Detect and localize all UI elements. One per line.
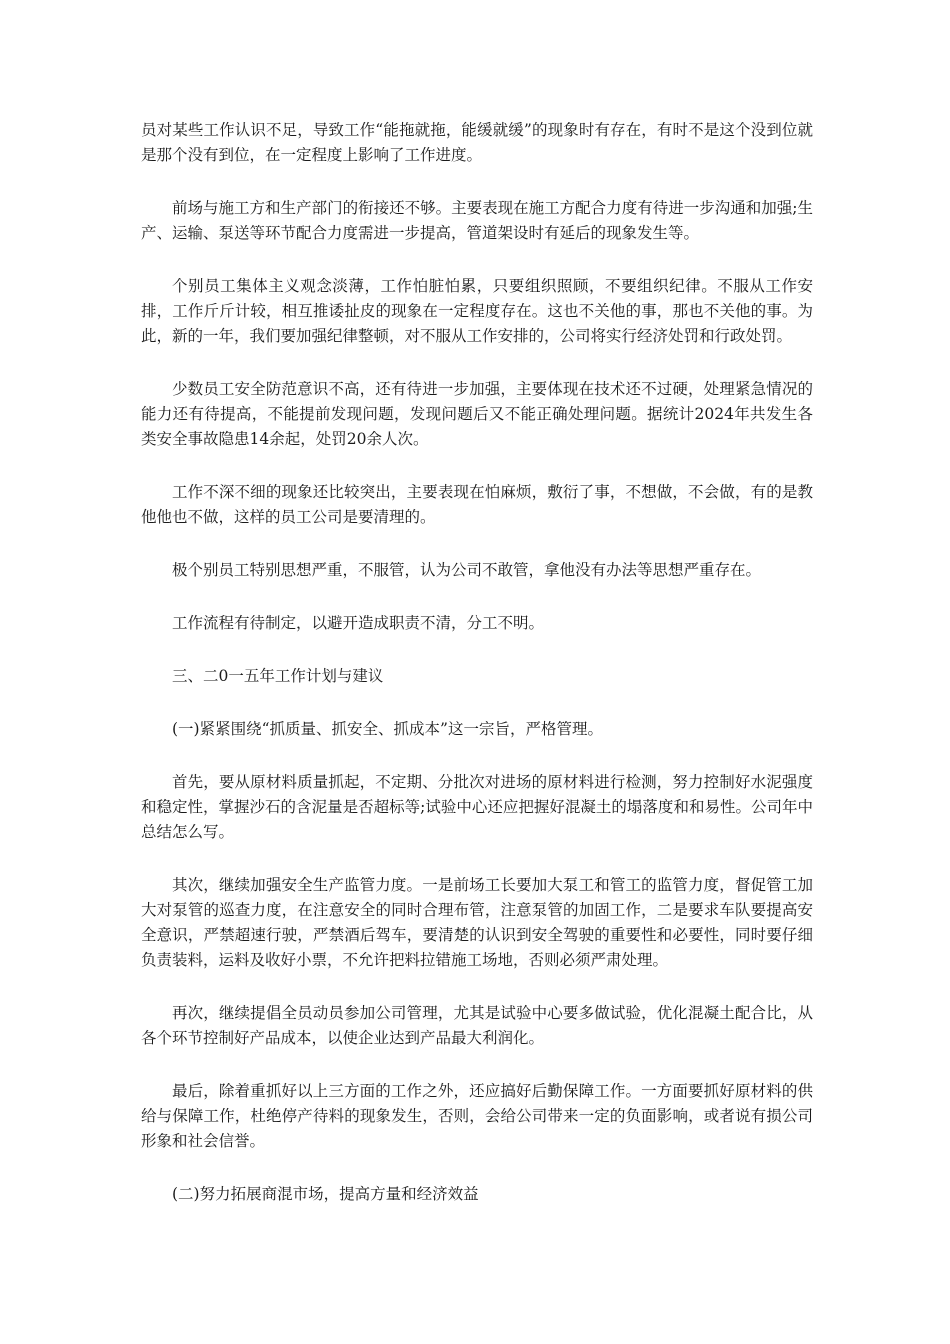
document-page [141,118,813,1235]
paragraph: 最后，除着重抓好以上三方面的工作之外，还应搞好后勤保障工作。一方面要抓好原材料的供给与保障工作，杜绝停产待料的现象发生，否则，会给公司带来一定的负面影响，或者说有损公司形象和社会信誉。 [141,1082,813,1150]
section-heading: 三、二0一五年工作计划与建议 [172,667,384,685]
subsection-heading: (二)努力拓展商混市场，提高方量和经济效益 [172,1185,479,1203]
subsection-heading: (一)紧紧围绕“抓质量、抓安全、抓成本”这一宗旨，严格管理。 [172,720,603,738]
paragraph: 个别员工集体主义观念淡薄，工作怕脏怕累，只要组织照顾，不要组织纪律。不服从工作安排，工作斤斤计较，相互推诿扯皮的现象在一定程度存在。这也不关他的事，那也不关他的事。为此，新的一年，我们要加强纪律整顿，对不服从工作安排的，公司将实行经济处罚和行政处罚。 [141,277,813,345]
paragraph: 极个别员工特别思想严重，不服管，认为公司不敢管，拿他没有办法等思想严重存在。 [172,561,762,579]
paragraph: 少数员工安全防范意识不高，还有待进一步加强，主要体现在技术还不过硬，处理紧急情况的能力还有待提高，不能提前发现问题，发现问题后又不能正确处理问题。据统计2024年共发生各类安全事故隐患14余起，处罚20余人次。 [141,380,813,448]
paragraph: 工作不深不细的现象还比较突出，主要表现在怕麻烦，敷衍了事，不想做，不会做，有的是教他他也不做，这样的员工公司是要清理的。 [141,483,813,526]
paragraph: 前场与施工方和生产部门的衔接还不够。主要表现在施工方配合力度有待进一步沟通和加强;生产、运输、泵送等环节配合力度需进一步提高，管道架设时有延后的现象发生等。 [141,199,813,242]
paragraph-continued: 员对某些工作认识不足，导致工作“能拖就拖，能缓就缓”的现象时有存在，有时不是这个没到位就是那个没有到位，在一定程度上影响了工作进度。 [141,121,813,164]
paragraph: 再次，继续提倡全员动员参加公司管理，尤其是试验中心要多做试验，优化混凝土配合比，从各个环节控制好产品成本，以使企业达到产品最大利润化。 [141,1004,813,1047]
paragraph: 工作流程有待制定，以避开造成职责不清，分工不明。 [172,614,545,632]
paragraph: 其次，继续加强安全生产监管力度。一是前场工长要加大泵工和管工的监管力度，督促管工加大对泵管的巡查力度，在注意安全的同时合理布管，注意泵管的加固工作，二是要求车队要提高安全意识，严禁超速行驶，严禁酒后驾车，要清楚的认识到安全驾驶的重要性和必要性，同时要仔细负责装料，运料及收好小票，不允许把料拉错施工场地，否则必须严肃处理。 [141,876,813,969]
paragraph: 首先，要从原材料质量抓起，不定期、分批次对进场的原材料进行检测，努力控制好水泥强度和稳定性，掌握沙石的含泥量是否超标等;试验中心还应把握好混凝土的塌落度和和易性。公司年中总结怎么写。 [141,773,813,841]
